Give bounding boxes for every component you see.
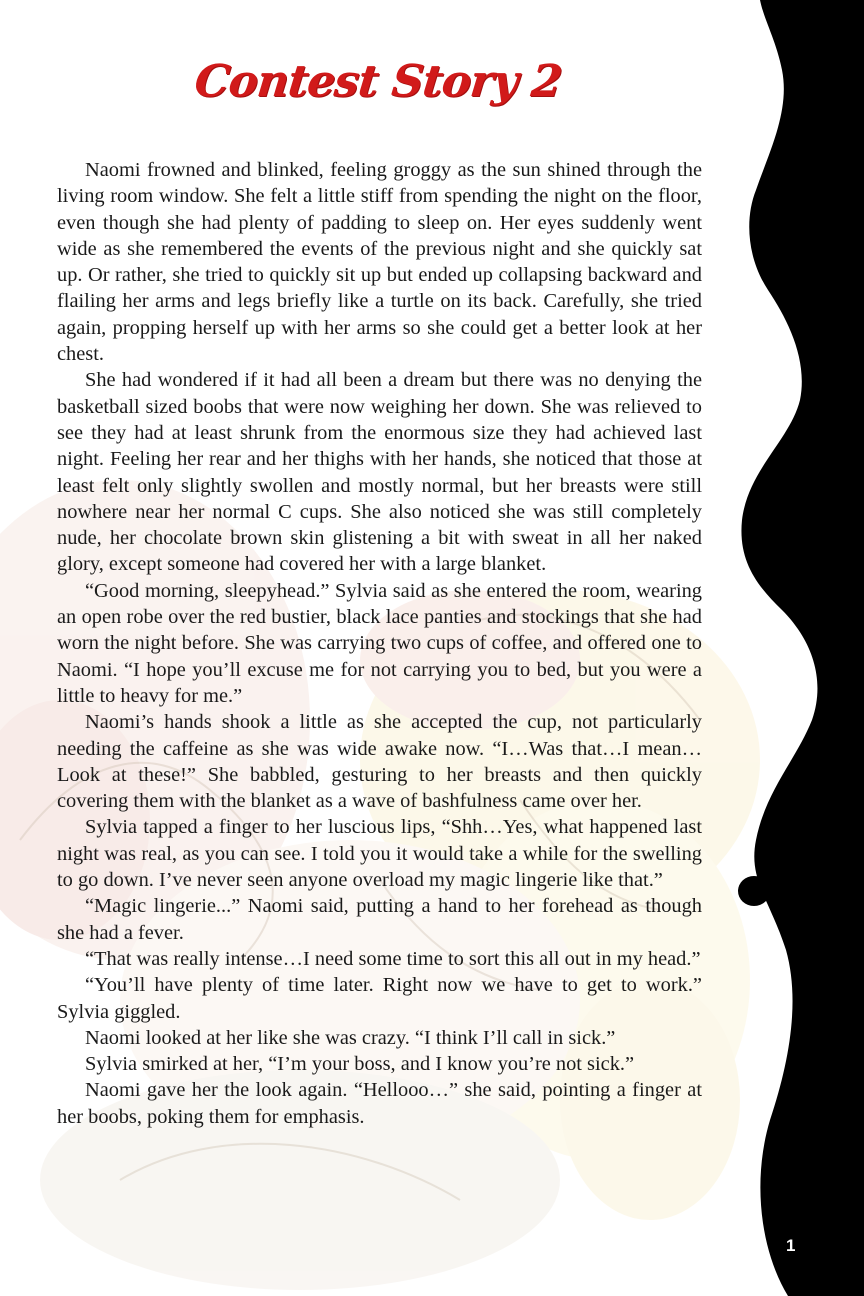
page-title: Contest Story 2 (192, 56, 564, 107)
story-paragraph: Naomi looked at her like she was crazy. “I think I’ll call in sick.” (85, 1026, 616, 1049)
story-paragraph: She had wondered if it had all been a dream but there was no denying the basketball sized boobs that were now weighing her down. She was relieved to see they had at least shrunk from the enormous size they had achieved last night. Feeling her rear and her thighs with her hands, she noticed that those at least felt only slightly swollen and mostly normal, but her breasts were still nowhere near her normal C cups. She also noticed she was still completely nude, her chocolate brown skin glistening a bit with sweat in all her naked glory, except someone had covered her with a large blanket. (57, 369, 702, 576)
story-paragraph: Naomi gave her the look again. “Hellooo…” she said, pointing a finger at her boobs, poking them for emphasis. (57, 1079, 702, 1128)
page-number: 1 (786, 1236, 796, 1255)
story-paragraph: Naomi frowned and blinked, feeling groggy as the sun shined through the living room window. She felt a little stiff from spending the night on the floor, even though she had plenty of padding to sleep on. Her eyes suddenly went wide as she remembered the events of the previous night and she quickly sat up. Or rather, she tried to quickly sit up but ended up collapsing backward and flailing her arms and legs briefly like a turtle on its back. Carefully, she tried again, propping herself up with her arms so she could get a better look at her chest. (57, 159, 702, 366)
story-paragraph: “Magic lingerie...” Naomi said, putting a hand to her forehead as though she had a fever. (57, 895, 702, 944)
story-paragraph: “Good morning, sleepyhead.” Sylvia said as she entered the room, wearing an open robe over the red bustier, black lace panties and stockings that she had worn the night before. She was carrying two cups of coffee, and offered one to Naomi. “I hope you’ll excuse me for not carrying you to bed, but you were a little to heavy for me.” (57, 579, 702, 707)
story-paragraph: Sylvia tapped a finger to her luscious lips, “Shh…Yes, what happened last night was real, as you can see. I told you it would take a while for the swelling to go down. I’ve never seen anyone overload my magic lingerie like that.” (57, 816, 702, 892)
story-paragraph: “That was really intense…I need some time to sort this all out in my head.” (85, 947, 701, 970)
story-paragraph: “You’ll have plenty of time later. Right now we have to get to work.” Sylvia giggled. (57, 974, 702, 1023)
story-paragraph: Sylvia smirked at her, “I’m your boss, and I know you’re not sick.” (85, 1053, 635, 1076)
right-silhouette (741, 0, 864, 1296)
story-body (57, 157, 702, 1130)
black-dot (738, 876, 770, 906)
story-paragraph: Naomi’s hands shook a little as she accepted the cup, not particularly needing the caffeine as she was wide awake now. “I…Was that…I mean…Look at these!” She babbled, gesturing to her breasts and then quickly covering them with the blanket as a wave of bashfulness came over her. (57, 711, 702, 813)
